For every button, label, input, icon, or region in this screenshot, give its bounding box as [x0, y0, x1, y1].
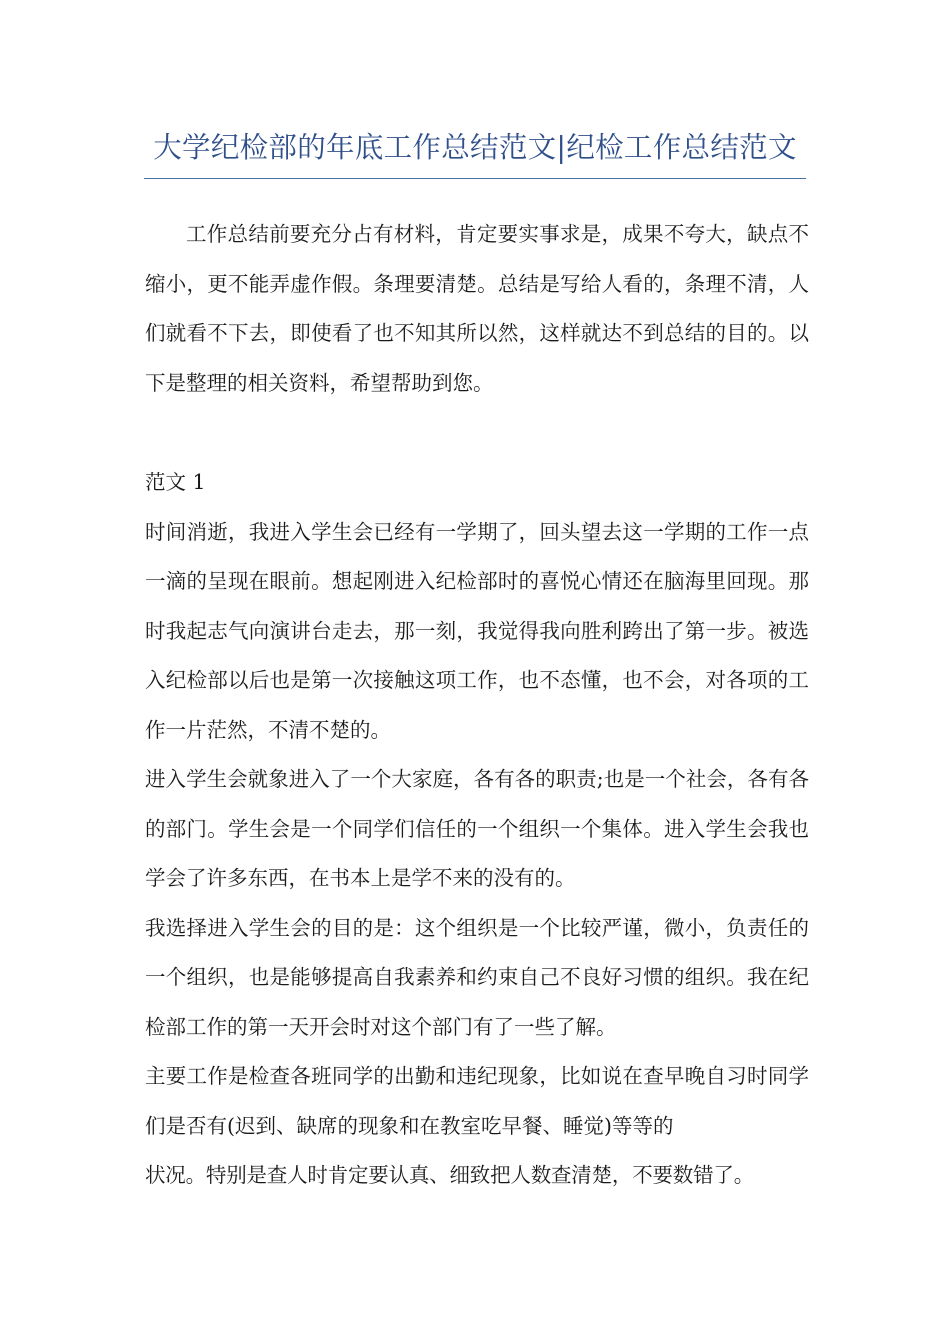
body-paragraph-4-last-line: 状况。特别是查人时肯定要认真、细致把人数查清楚，不要数错了。 [145, 1163, 754, 1187]
title-block [144, 128, 806, 179]
body-paragraph-3: 我选择进入学生会的目的是：这个组织是一个比较严谨，微小，负责任的一个组织，也是能够提高自我素养和约束自己不良好习惯的组织。我在纪检部工作的第一天开会时对这个部门有了一些了解。 [145, 915, 809, 1039]
body-paragraph-4: 主要工作是检查各班同学的出勤和违纪现象，比如说在查早晚自习时同学们是否有(迟到、缺席的现象和在教室吃早餐、睡觉)等等的 [145, 1064, 809, 1138]
body-paragraph-1: 时间消逝，我进入学生会已经有一学期了，回头望去这一学期的工作一点一滴的呈现在眼前。想起刚进入纪检部时的喜悦心情还在脑海里回现。那时我起志气向演讲台走去，那一刻，我觉得我向胜利跨出了第一步。被选入纪检部以后也是第一次接触这项工作，也不态懂，也不会，对各项的工作一片茫然，不清不楚的。 [145, 519, 809, 742]
document-body [145, 210, 809, 1201]
body-paragraph-2: 进入学生会就象进入了一个大家庭，各有各的职责;也是一个社会，各有各的部门。学生会是一个同学们信任的一个组织一个集体。进入学生会我也学会了许多东西，在书本上是学不来的没有的。 [145, 767, 809, 890]
page-title: 大学纪检部的年底工作总结范文|纪检工作总结范文 [153, 131, 797, 164]
section-title: 范文 1 [145, 470, 206, 494]
intro-paragraph: 工作总结前要充分占有材料，肯定要实事求是，成果不夸大，缺点不缩小，更不能弄虚作假。条理要清楚。总结是写给人看的，条理不清，人们就看不下去，即使看了也不知其所以然，这样就达不到总结的目的。以下是整理的相关资料，希望帮助到您。 [145, 222, 809, 395]
